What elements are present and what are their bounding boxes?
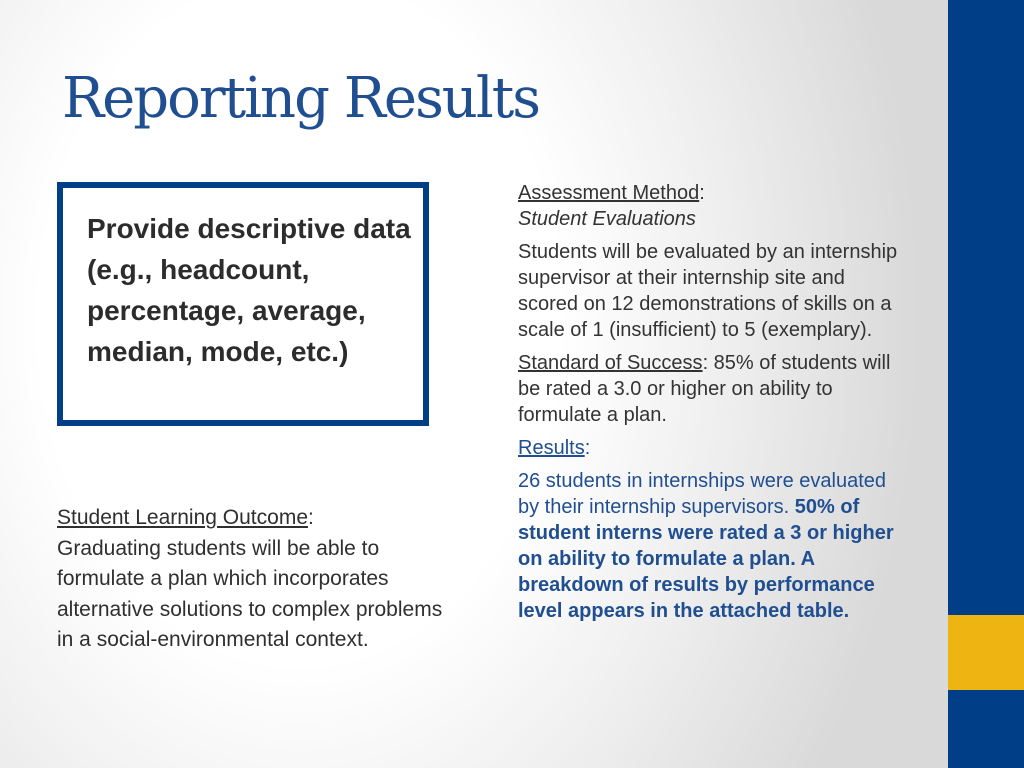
- assessment-panel: [518, 180, 898, 624]
- learning-outcome-label: Student Learning Outcome: [57, 506, 308, 529]
- results-bold-text: 50% of student interns were rated a 3 or higher on ability to formulate a plan. A breakdown of results by performance level appears in the attached table.: [518, 496, 894, 622]
- callout-text: Provide descriptive data (e.g., headcount, percentage, average, median, mode, etc.): [87, 213, 411, 367]
- standard-text: : 85% of students will be rated a 3.0 or higher on ability to formulate a plan.: [518, 352, 891, 426]
- results-body: [518, 468, 898, 624]
- assessment-label: Assessment Method: [518, 182, 700, 204]
- assessment-description: Students will be evaluated by an internship supervisor at their internship site and scored on 12 demonstrations of skills on a scale of 1 (insufficient) to 5 (exemplary).: [518, 241, 898, 341]
- learning-outcome-colon: :: [308, 506, 314, 529]
- assessment-method: Student Evaluations: [518, 208, 696, 230]
- learning-outcome-text: Graduating students will be able to formulate a plan which incorporates alternative solutions to complex problems in a social-environmental context.: [57, 536, 443, 651]
- results-heading: [518, 435, 898, 461]
- learning-outcome: [57, 503, 447, 656]
- slide-title: Reporting Results: [62, 66, 540, 131]
- results-text: 26 students in internships were evaluated by their internship supervisors.: [518, 470, 887, 518]
- standard-label: Standard of Success: [518, 352, 703, 374]
- sidebar-accent-block: [948, 615, 1024, 690]
- standard-of-success: [518, 350, 898, 428]
- callout-box: [57, 182, 429, 426]
- assessment-heading: [518, 180, 898, 206]
- results-colon: :: [584, 437, 591, 459]
- results-label: Results: [518, 437, 585, 459]
- assessment-colon: :: [699, 182, 705, 204]
